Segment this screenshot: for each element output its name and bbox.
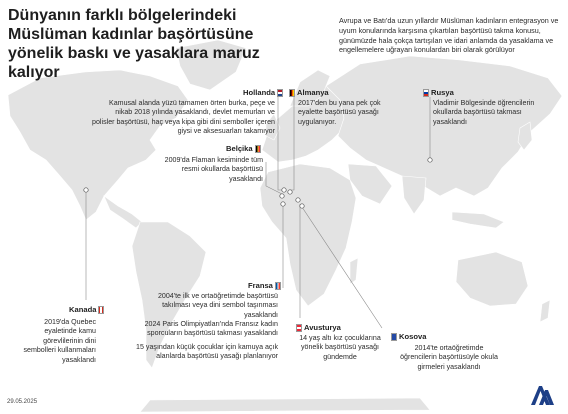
callout-avusturya-text: 14 yaş altı kız çocuklarına yönelik başörtüsü yasağı gündemde <box>299 334 381 361</box>
russia-flag-icon <box>423 89 429 97</box>
callout-kanada <box>69 305 104 314</box>
belgium-flag-icon <box>255 145 261 153</box>
austria-flag-icon <box>296 324 302 332</box>
callout-almanya-name: Almanya <box>297 88 329 97</box>
indonesia-landmass <box>452 212 504 228</box>
callout-rusya-text: Vladimir Bölgesinde öğrencilerin okullarda başörtüsü takması yasaklandı <box>433 99 535 126</box>
callout-rusya <box>423 88 454 97</box>
marker-belcika <box>280 194 284 198</box>
callout-hollanda <box>243 88 283 97</box>
north-america-landmass <box>8 70 188 220</box>
india-landmass <box>402 176 426 214</box>
callout-almanya-text: 2017'den bu yana pek çok eyalette başörtüsü yasağı uygulanıyor. <box>298 99 381 126</box>
callout-kanada-text: 2019'da Quebec eyaletinde kamu görevlilerinin dini sembolleri kullanmaları yasaklandı <box>23 318 96 364</box>
australia-landmass <box>456 252 528 306</box>
callout-kanada-name: Kanada <box>69 305 97 314</box>
marker-kanada <box>84 188 88 192</box>
page-title: Dünyanın farklı bölgelerindeki Müslüman kadınlar başörtüsüne yönelik baskı ve yasaklara maruz kalıyor <box>8 7 260 81</box>
marker-almanya <box>288 190 292 194</box>
callout-belcika-text: 2009'da Flaman kesiminde tüm resmi okullarda başörtüsü yasaklandı <box>164 156 263 183</box>
callout-hollanda-text: Kamusal alanda yüzü tamamen örten burka, peçe ve nikab 2018 yılında yasaklandı, devlet memurları ve polisler başörtüsü, haç veya kipa gibi dini semboller içeren giysi ve aksesuarları takamıyor <box>92 99 275 136</box>
callout-belcika-name: Belçika <box>226 144 253 153</box>
marker-hollanda <box>282 188 286 192</box>
date-label: 29.05.2025 <box>7 399 38 405</box>
callout-fransa-text-2: 2024 Paris Olimpiyatları'nda Fransız kadın sporcuların başörtüsü takması yasaklandı <box>144 320 278 338</box>
france-flag-icon <box>275 282 281 290</box>
callout-almanya <box>289 88 329 97</box>
callout-belcika <box>226 144 261 153</box>
callout-fransa <box>248 281 281 290</box>
callout-fransa-text-1: 2004'te ilk ve ortaöğretimde başörtüsü takılması veya dini sembol taşınması yasaklandı <box>157 292 278 319</box>
callout-fransa-text-3: 15 yaşından küçük çocuklar için kamuya açık alanlarda başörtüsü yasağı planlanıyor <box>136 343 278 361</box>
intro-text: Avrupa ve Batı'da uzun yıllardır Müslüman kadınların entegrasyon ve uyum konularında karşısına çıkartılan başörtüsü takma konusu, günümüzde hala çokça tartışılan ve idari anlamda da yasaklama ve engellemelere uğrayan konulardan biri olarak görülüyor <box>339 16 559 55</box>
kosovo-flag-icon <box>391 333 397 341</box>
antarctica-landmass <box>140 398 430 412</box>
marker-fransa <box>281 202 285 206</box>
agency-logo-icon <box>530 384 554 406</box>
callout-kosova <box>391 332 426 341</box>
callout-avusturya <box>296 323 341 332</box>
callout-rusya-name: Rusya <box>431 88 454 97</box>
canada-flag-icon <box>98 306 104 314</box>
germany-flag-icon <box>289 89 295 97</box>
callout-avusturya-name: Avusturya <box>304 323 341 332</box>
netherlands-flag-icon <box>277 89 283 97</box>
madagascar-landmass <box>350 258 358 284</box>
central-america-landmass <box>104 196 142 228</box>
callout-kosova-name: Kosova <box>399 332 427 341</box>
marker-kosova <box>300 204 304 208</box>
marker-avusturya <box>296 198 300 202</box>
new-zealand-landmass <box>540 300 550 322</box>
callout-kosova-text: 2014'te ortaöğretimde öğrencilerin başörtüsüyle okula girmeleri yasaklandı <box>400 344 498 371</box>
callout-hollanda-name: Hollanda <box>243 88 276 97</box>
callout-fransa-name: Fransa <box>248 281 273 290</box>
marker-rusya <box>428 158 432 162</box>
